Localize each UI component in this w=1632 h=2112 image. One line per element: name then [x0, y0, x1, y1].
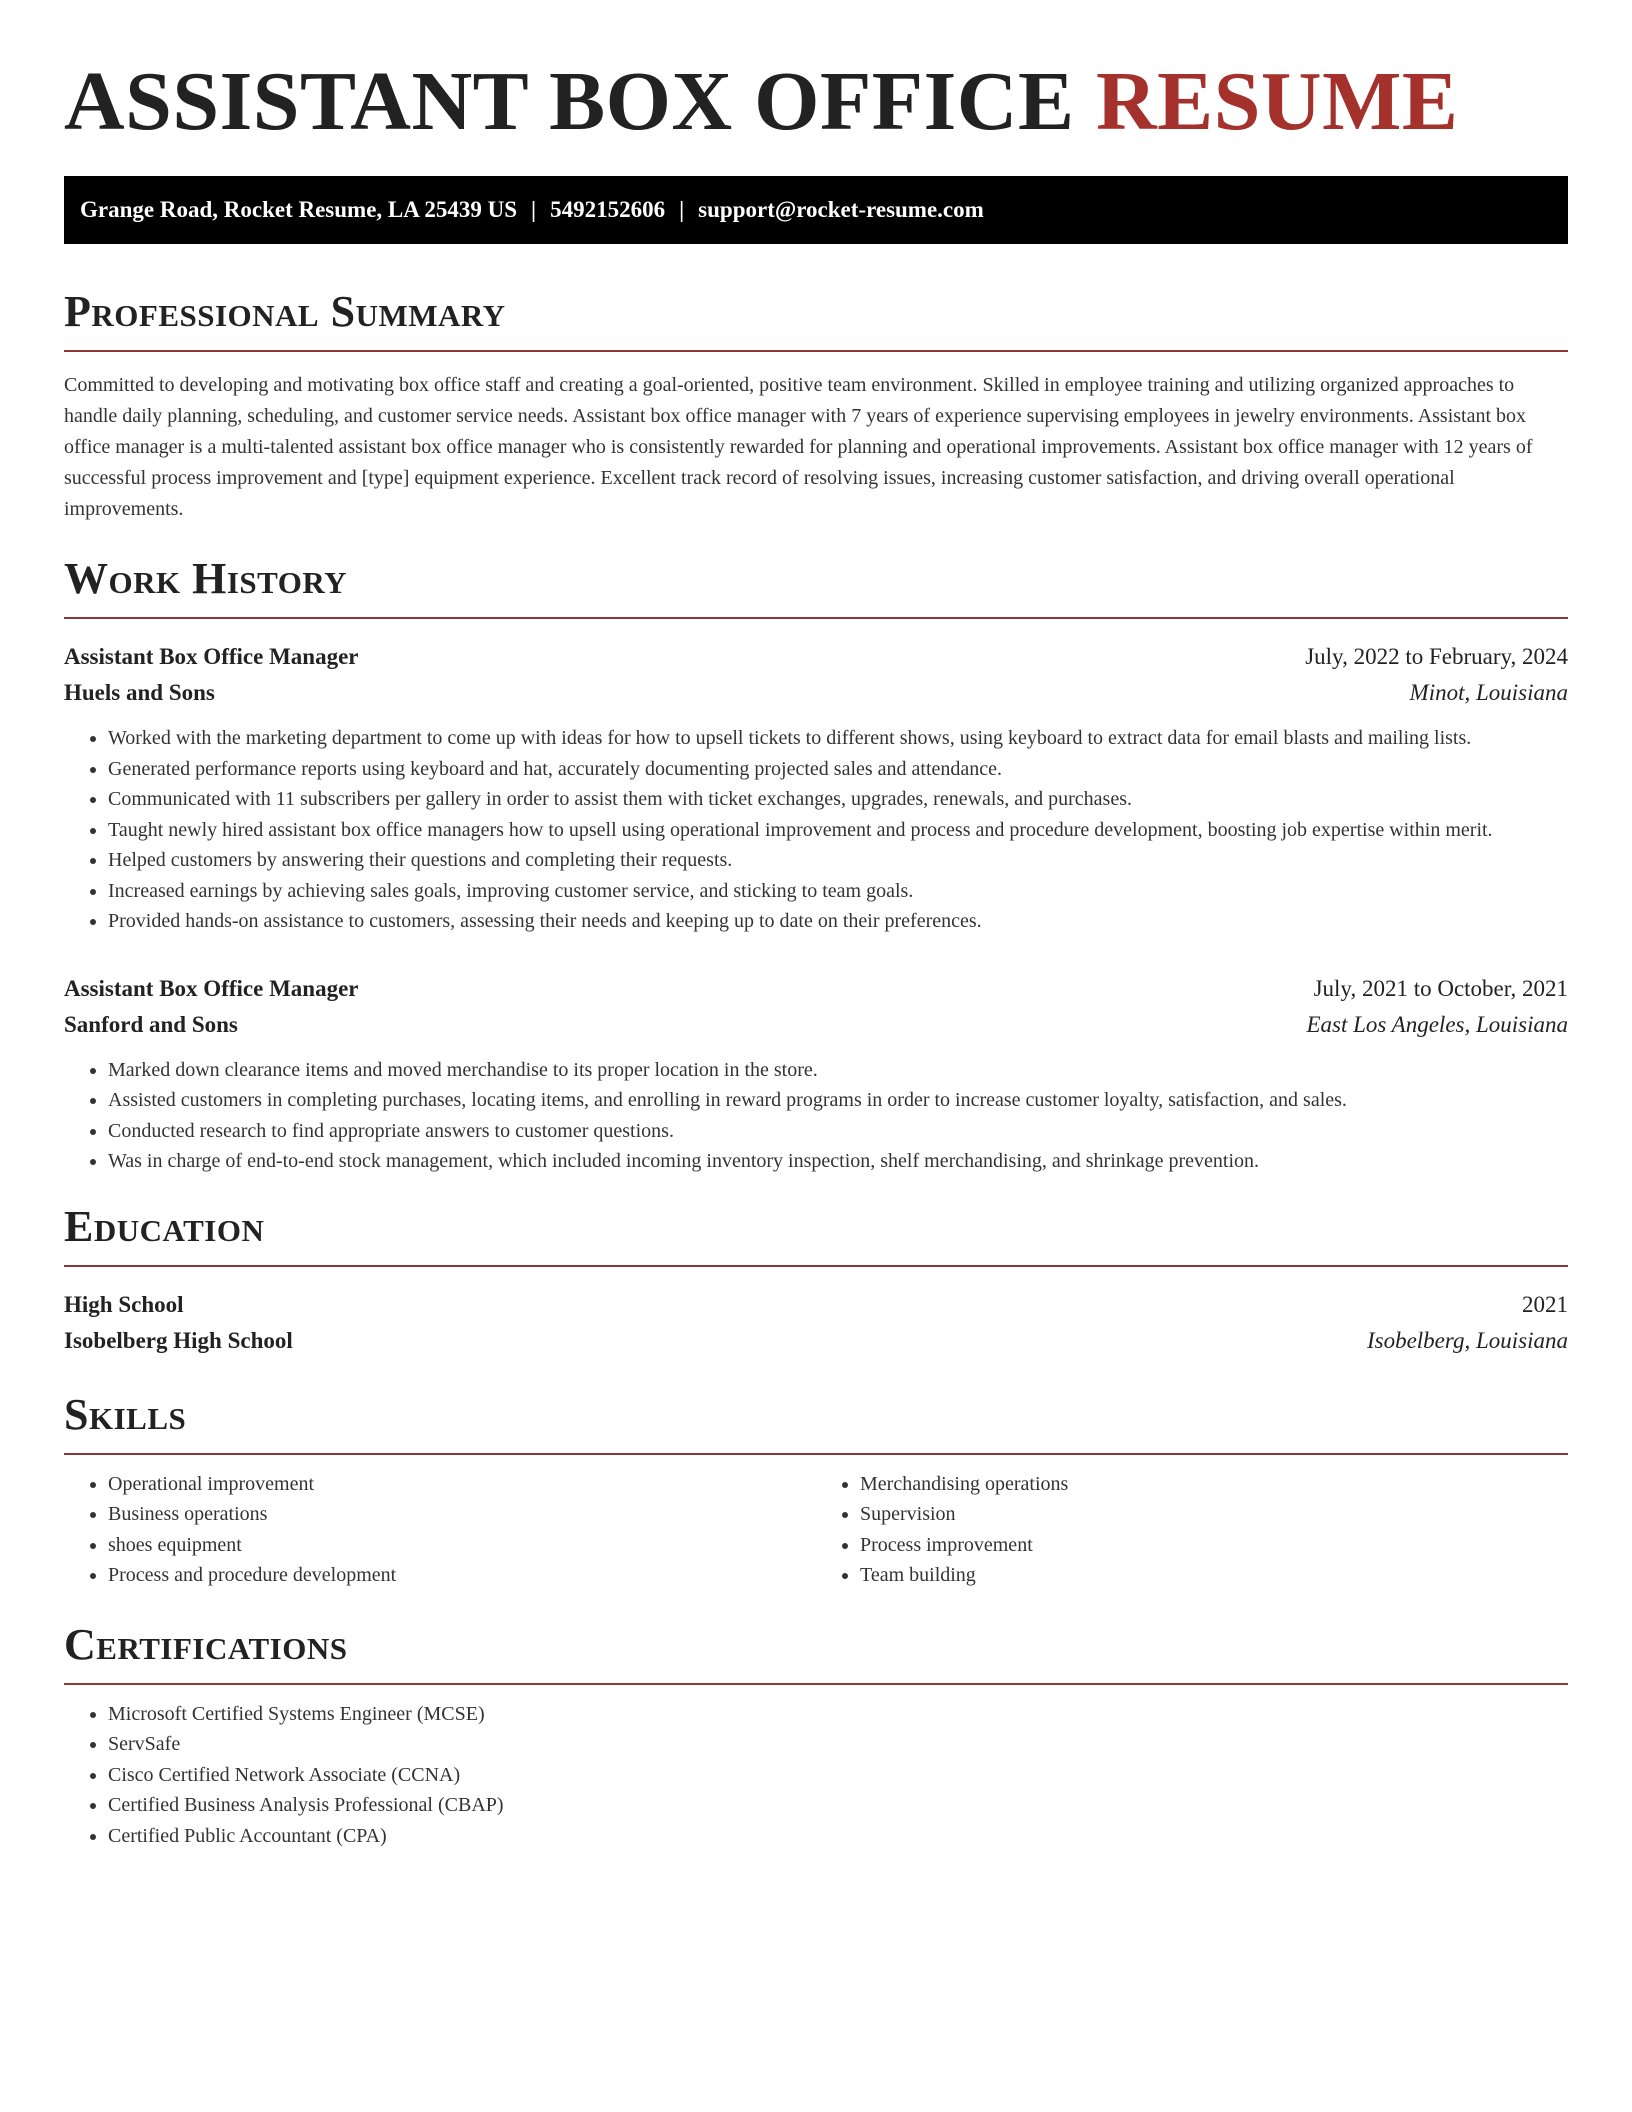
section-divider — [64, 1683, 1568, 1685]
job-duty: • Worked with the marketing department to come up with ideas for how to upsell tickets to different shows, using keyboard to extract data for email blasts and mailing lists. — [108, 723, 1568, 754]
summary-text: Committed to developing and motivating box office staff and creating a goal-oriented, positive team environment. Skilled in employee training and utilizing organized approaches to handle daily planning, scheduling, and customer service needs. Assistant box office manager with 7 years of experience supervising employees in jewelry environments. Assistant box office manager is a multi-talented assistant box office manager who is consistently rewarded for planning and operational improvements. Assistant box office manager with 12 years of successful process improvement and [type] equipment experience. Excellent track record of resolving issues, increasing customer satisfaction, and driving overall operational improvements. — [64, 374, 1533, 520]
job-duty: • Helped customers by answering their questions and completing their requests. — [108, 845, 1568, 876]
summary-section — [64, 288, 1568, 525]
skill-item: • Business operations — [108, 1499, 816, 1530]
section-divider — [64, 617, 1568, 619]
job-title: Assistant Box Office Manager — [64, 975, 359, 1001]
job-entry — [64, 639, 1568, 937]
certifications-section — [64, 1621, 1568, 1852]
skills-columns — [64, 1469, 1568, 1591]
education-year: 2021 — [1522, 1291, 1568, 1317]
job-duty: • Communicated with 11 subscribers per gallery in order to assist them with ticket exchanges, upgrades, renewals, and purchases. — [108, 784, 1568, 815]
job-duty: • Increased earnings by achieving sales goals, improving customer service, and sticking to team goals. — [108, 876, 1568, 907]
certifications-list — [64, 1699, 1568, 1852]
certification-item: • Cisco Certified Network Associate (CCNA) — [108, 1760, 1568, 1791]
section-heading-skills: Skills — [64, 1389, 187, 1439]
work-history-section — [64, 555, 1568, 1177]
education-entry — [64, 1287, 1568, 1359]
section-divider — [64, 350, 1568, 352]
job-duties-list — [64, 723, 1568, 937]
education-school: Isobelberg High School — [64, 1327, 293, 1353]
job-duty: • Conducted research to find appropriate answers to customer questions. — [108, 1116, 1568, 1147]
certification-item: • Microsoft Certified Systems Engineer (MCSE) — [108, 1699, 1568, 1730]
education-degree: High School — [64, 1291, 184, 1317]
skill-item: • Team building — [860, 1560, 1568, 1591]
job-duty: • Generated performance reports using keyboard and hat, accurately documenting projected sales and attendance. — [108, 754, 1568, 785]
contact-address: Grange Road, Rocket Resume, LA 25439 US — [80, 197, 517, 222]
contact-bar — [64, 176, 1568, 244]
job-duty: • Marked down clearance items and moved merchandise to its proper location in the store. — [108, 1055, 1568, 1086]
contact-separator: | — [679, 197, 685, 222]
section-heading-certifications: Certifications — [64, 1619, 348, 1669]
skills-section — [64, 1391, 1568, 1591]
job-location: Minot, Louisiana — [1409, 680, 1568, 705]
skills-list-left — [64, 1469, 816, 1591]
resume-title — [64, 56, 1568, 148]
title-accent: RESUME — [1096, 55, 1459, 148]
contact-separator: | — [531, 197, 537, 222]
certification-item: • Certified Business Analysis Professional (CBAP) — [108, 1790, 1568, 1821]
job-entry — [64, 971, 1568, 1177]
job-location: East Los Angeles, Louisiana — [1306, 1011, 1568, 1037]
job-dates: July, 2022 to February, 2024 — [1305, 644, 1568, 669]
skills-list-right — [816, 1469, 1568, 1591]
job-duty: • Was in charge of end-to-end stock management, which included incoming inventory inspection, shelf merchandising, and shrinkage prevention. — [108, 1146, 1568, 1177]
job-duty: • Provided hands-on assistance to customers, assessing their needs and keeping up to date on their preferences. — [108, 906, 1568, 937]
job-duty: • Taught newly hired assistant box office managers how to upsell using operational improvement and process and procedure development, boosting job expertise within merit. — [108, 815, 1568, 846]
job-company: Sanford and Sons — [64, 1011, 238, 1037]
job-duty: • Assisted customers in completing purchases, locating items, and enrolling in reward programs in order to increase customer loyalty, satisfaction, and sales. — [108, 1085, 1568, 1116]
job-duties-list — [64, 1055, 1568, 1177]
section-heading-work-history: Work History — [64, 554, 348, 603]
contact-phone: 5492152606 — [550, 197, 666, 222]
education-location: Isobelberg, Louisiana — [1366, 1327, 1568, 1353]
skill-item: • Supervision — [860, 1499, 1568, 1530]
skill-item: • Merchandising operations — [860, 1469, 1568, 1500]
section-divider — [64, 1453, 1568, 1455]
job-company: Huels and Sons — [64, 680, 215, 705]
skill-item: • Process improvement — [860, 1530, 1568, 1561]
certification-item: • ServSafe — [108, 1729, 1568, 1760]
title-main: ASSISTANT BOX OFFICE — [64, 55, 1075, 148]
skill-item: • Operational improvement — [108, 1469, 816, 1500]
section-divider — [64, 1265, 1568, 1267]
skill-item: • Process and procedure development — [108, 1560, 816, 1591]
job-dates: July, 2021 to October, 2021 — [1313, 975, 1568, 1001]
contact-email: support@rocket-resume.com — [698, 197, 984, 222]
certification-item: • Certified Public Accountant (CPA) — [108, 1821, 1568, 1852]
section-heading-summary: Professional Summary — [64, 287, 506, 336]
job-title: Assistant Box Office Manager — [64, 644, 359, 669]
skill-item: • shoes equipment — [108, 1530, 816, 1561]
section-heading-education: Education — [64, 1201, 265, 1251]
education-section — [64, 1203, 1568, 1359]
